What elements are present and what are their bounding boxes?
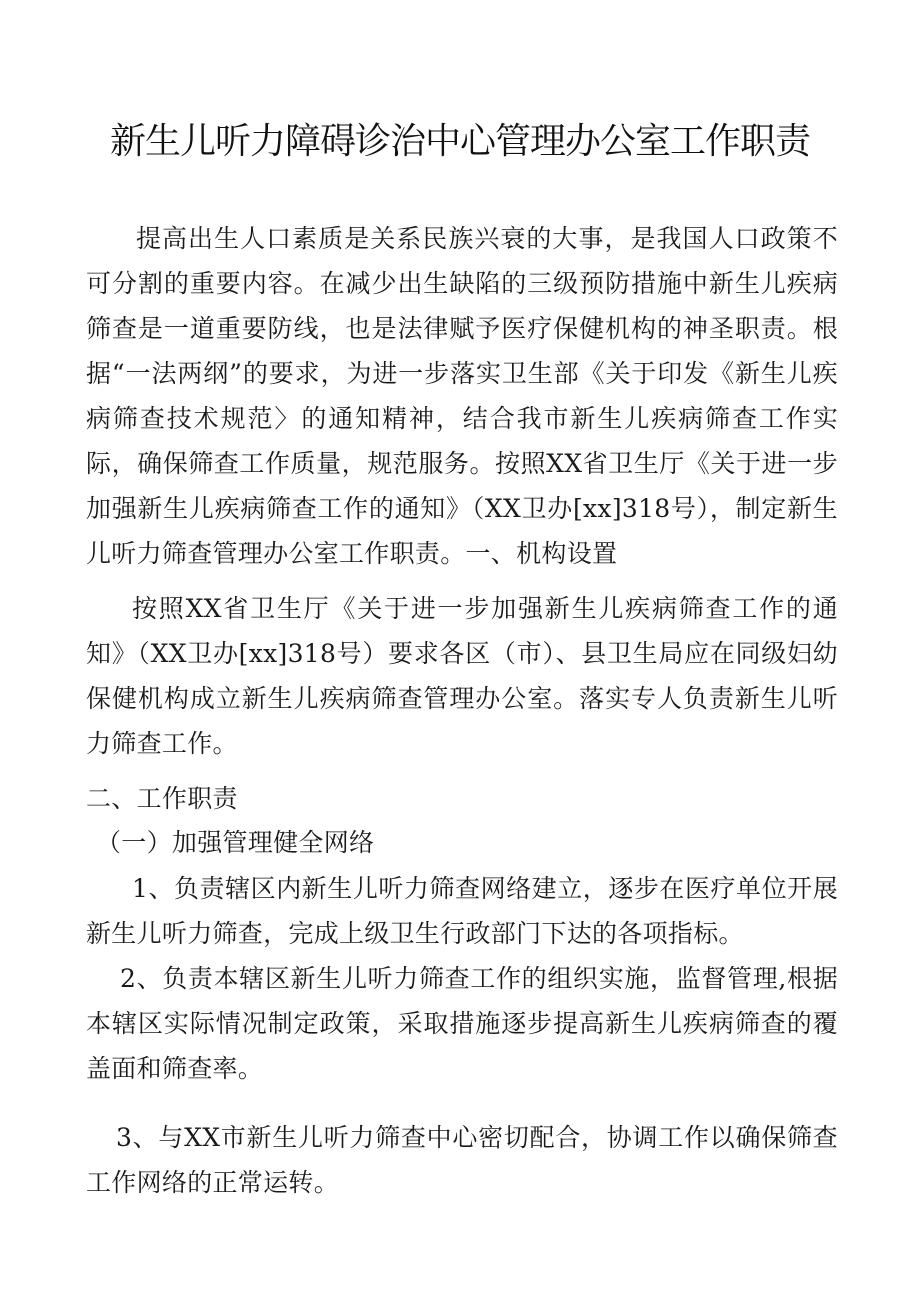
- document-title: 新生儿听力障碍诊治中心管理办公室工作职责: [109, 121, 810, 162]
- duty-item-1: 1、负责辖区内新生儿听力筛查网络建立，逐步在医疗单位开展新生儿听力筛查，完成上级卫生行政部门下达的各项指标。: [86, 874, 838, 948]
- duty-item-2: 2、负责本辖区新生儿听力筛查工作的组织实施，监督管理,根据本辖区实际情况制定政策，采取措施逐步提高新生儿疾病筛查的覆盖面和筛查率。: [86, 964, 838, 1083]
- duty-item-3: 3、与XX市新生儿听力筛查中心密切配合，协调工作以确保筛查工作网络的正常运转。: [86, 1123, 838, 1197]
- subsection1-heading: （一）加强管理健全网络: [96, 828, 375, 857]
- section1-paragraph: 按照XX省卫生厅《关于进一步加强新生儿疾病筛查工作的通知》（XX卫办[xx]318号）要求各区（市）、县卫生局应在同级妇幼保健机构成立新生儿疾病筛查管理办公室。落实专人负责新生儿听力筛查工作。: [86, 594, 838, 758]
- section2-heading: 二、工作职责: [86, 784, 238, 813]
- intro-paragraph: 提高出生人口素质是关系民族兴衰的大事，是我国人口政策不可分割的重要内容。在减少出生缺陷的三级预防措施中新生儿疾病筛查是一道重要防线，也是法律赋予医疗保健机构的神圣职责。根据“一法两纲”的要求，为进一步落实卫生部《关于印发《新生儿疾病筛查技术规范〉的通知精神，结合我市新生儿疾病筛查工作实际，确保筛查工作质量，规范服务。按照XX省卫生厅《关于进一步加强新生儿疾病筛查工作的通知》（XX卫办[xx]318号），制定新生儿听力筛查管理办公室工作职责。一、机构设置: [86, 224, 838, 568]
